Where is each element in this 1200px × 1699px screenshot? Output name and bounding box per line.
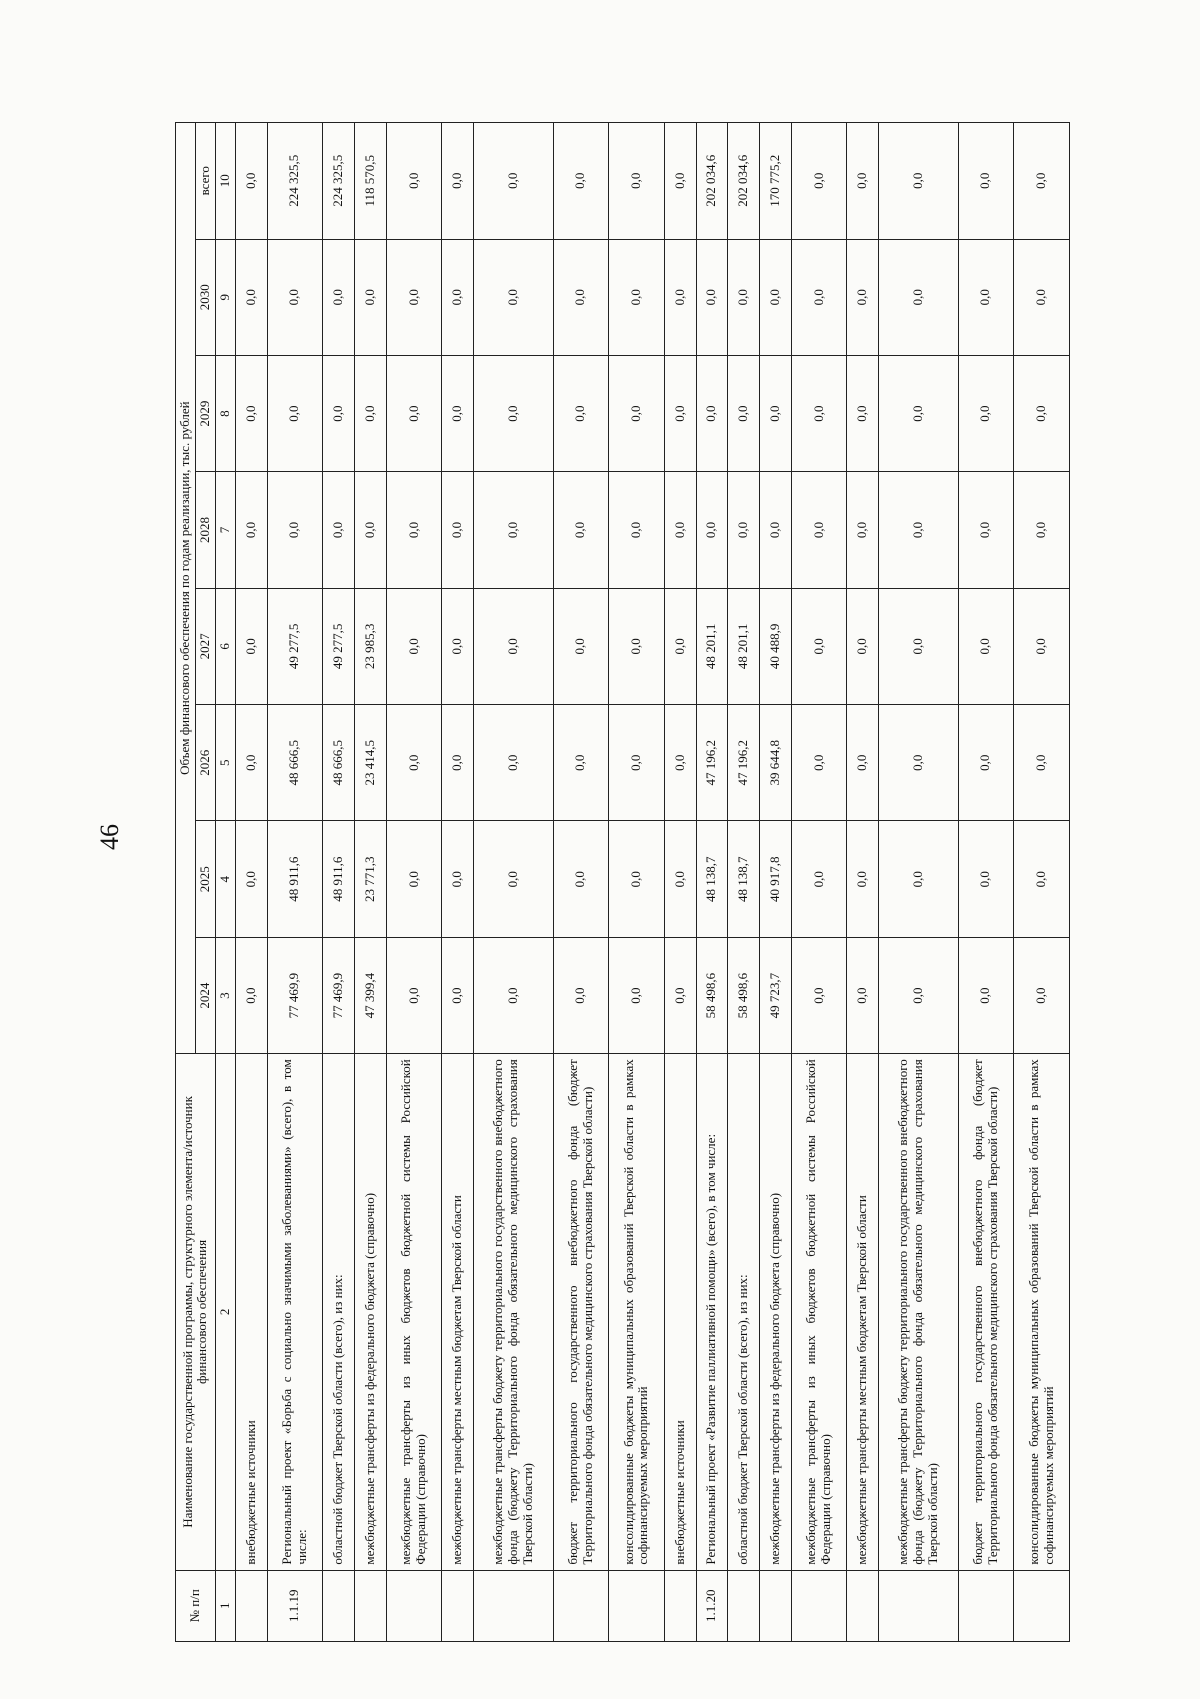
table-row [958,123,1014,1642]
row-value: 0,0 [553,123,609,240]
row-value: 0,0 [609,239,665,355]
row-value: 0,0 [1014,239,1070,355]
row-value: 0,0 [847,472,879,588]
row-number [354,1570,386,1641]
row-value: 0,0 [791,937,847,1053]
row-number [609,1570,665,1641]
row-value: 0,0 [386,937,442,1053]
row-value: 48 138,7 [728,821,760,937]
row-name: областной бюджет Тверской области (всего), из них: [728,1054,760,1570]
rotated-table-container [175,122,1070,1642]
row-value: 0,0 [553,588,609,704]
row-value: 0,0 [879,472,958,588]
row-value: 0,0 [386,472,442,588]
row-name: межбюджетные трансферты местным бюджетам Тверской области [442,1054,474,1570]
header-year: 2024 [195,937,215,1053]
table-row [1014,123,1070,1642]
header-year: 2026 [195,705,215,821]
row-name: бюджет территориального государственного внебюджетного фонда (бюджет Территориального фонда обязательного медицинского страхования Тверской области) [553,1054,609,1570]
row-value: 48 666,5 [323,705,355,821]
header-row-col-numbers [215,123,235,1642]
row-name: Региональный проект «Борьба с социально значимыми заболеваниями» (всего), в том числе: [267,1054,323,1570]
table-row [553,123,609,1642]
row-number [847,1570,879,1641]
table-row [728,123,760,1642]
row-value: 0,0 [791,123,847,240]
row-value: 0,0 [728,239,760,355]
row-value: 0,0 [847,355,879,471]
row-value: 0,0 [791,588,847,704]
header-name: Наименование государственной программы, структурного элемента/источник финансового обеспечения [176,1054,216,1570]
row-value: 0,0 [235,821,267,937]
row-value: 0,0 [267,355,323,471]
row-value: 0,0 [323,355,355,471]
header-row-1 [176,123,196,1642]
row-value: 0,0 [386,239,442,355]
row-value: 0,0 [609,705,665,821]
row-value: 0,0 [958,821,1014,937]
row-value: 23 985,3 [354,588,386,704]
row-value: 0,0 [386,123,442,240]
row-value: 0,0 [1014,588,1070,704]
row-name: внебюджетные источники [235,1054,267,1570]
row-value: 0,0 [553,821,609,937]
row-value: 0,0 [791,472,847,588]
row-value: 48 911,6 [323,821,355,937]
row-value: 0,0 [847,239,879,355]
row-value: 0,0 [696,355,728,471]
row-number [1014,1570,1070,1641]
row-value: 0,0 [791,239,847,355]
row-value: 0,0 [553,937,609,1053]
row-value: 49 277,5 [267,588,323,704]
row-value: 0,0 [553,239,609,355]
row-value: 0,0 [847,821,879,937]
row-name: межбюджетные трансферты из федерального бюджета (справочно) [354,1054,386,1570]
row-value: 49 277,5 [323,588,355,704]
row-value: 0,0 [728,355,760,471]
row-name: Региональный проект «Развитие паллиативной помощи» (всего), в том числе: [696,1054,728,1570]
row-value: 0,0 [235,937,267,1053]
col-number: 10 [215,123,235,240]
row-value: 58 498,6 [696,937,728,1053]
row-value: 0,0 [664,588,696,704]
row-value: 0,0 [791,705,847,821]
row-value: 202 034,6 [728,123,760,240]
row-value: 0,0 [474,472,553,588]
row-value: 0,0 [760,472,792,588]
row-value: 0,0 [1014,821,1070,937]
table-row [791,123,847,1642]
row-value: 0,0 [791,821,847,937]
row-value: 0,0 [609,472,665,588]
row-value: 0,0 [1014,705,1070,821]
col-number: 9 [215,239,235,355]
row-value: 39 644,8 [760,705,792,821]
row-name: консолидированные бюджеты муниципальных образований Тверской области в рамках софинансируемых мероприятий [1014,1054,1070,1570]
row-number [879,1570,958,1641]
row-value: 0,0 [760,239,792,355]
row-value: 49 723,7 [760,937,792,1053]
row-value: 0,0 [958,937,1014,1053]
table-row [847,123,879,1642]
row-number [958,1570,1014,1641]
row-name: межбюджетные трансферты из иных бюджетов бюджетной системы Российской Федерации (справочно) [386,1054,442,1570]
table-row [267,123,323,1642]
row-value: 0,0 [442,937,474,1053]
row-value: 0,0 [696,472,728,588]
row-value: 0,0 [609,588,665,704]
row-value: 0,0 [609,123,665,240]
row-value: 0,0 [879,821,958,937]
row-value: 0,0 [442,821,474,937]
row-number [664,1570,696,1641]
table-row [323,123,355,1642]
row-value: 0,0 [354,472,386,588]
row-value: 48 201,1 [696,588,728,704]
col-number: 3 [215,937,235,1053]
row-value: 0,0 [474,239,553,355]
table-row [442,123,474,1642]
row-value: 40 488,9 [760,588,792,704]
row-value: 0,0 [442,355,474,471]
row-value: 0,0 [847,705,879,821]
row-name: внебюджетные источники [664,1054,696,1570]
col-number: 5 [215,705,235,821]
row-value: 0,0 [267,472,323,588]
row-number [386,1570,442,1641]
table-row [664,123,696,1642]
row-value: 0,0 [323,239,355,355]
row-number [553,1570,609,1641]
table-row [386,123,442,1642]
row-value: 0,0 [354,239,386,355]
row-value: 23 771,3 [354,821,386,937]
page-number: 46 [95,824,124,850]
row-value: 118 570,5 [354,123,386,240]
row-value: 224 325,5 [323,123,355,240]
row-name: межбюджетные трансферты бюджету территориального государственного внебюджетного фонда (бюджету Территориального фонда обязательного медицинского страхования Тверской области) [879,1054,958,1570]
row-value: 47 196,2 [728,705,760,821]
row-value: 0,0 [760,355,792,471]
table-row [879,123,958,1642]
row-value: 40 917,8 [760,821,792,937]
row-value: 0,0 [879,123,958,240]
row-value: 0,0 [442,239,474,355]
row-value: 58 498,6 [728,937,760,1053]
row-name: межбюджетные трансферты бюджету территориального государственного внебюджетного фонда (бюджету Территориального фонда обязательного медицинского страхования Тверской области) [474,1054,553,1570]
col-number: 1 [215,1570,235,1641]
row-value: 0,0 [235,355,267,471]
row-value: 23 414,5 [354,705,386,821]
row-value: 0,0 [879,355,958,471]
row-value: 0,0 [1014,123,1070,240]
table-body [235,123,1069,1642]
row-name: бюджет территориального государственного внебюджетного фонда (бюджет Территориального фонда обязательного медицинского страхования Тверской области) [958,1054,1014,1570]
row-number [442,1570,474,1641]
row-value: 170 775,2 [760,123,792,240]
row-value: 0,0 [664,821,696,937]
row-number [791,1570,847,1641]
row-value: 0,0 [235,239,267,355]
row-name: межбюджетные трансферты из федерального бюджета (справочно) [760,1054,792,1570]
row-value: 0,0 [386,821,442,937]
row-value: 0,0 [879,705,958,821]
table-row [474,123,553,1642]
row-value: 0,0 [474,821,553,937]
row-value: 0,0 [553,355,609,471]
row-value: 0,0 [474,355,553,471]
table-row [696,123,728,1642]
row-value: 0,0 [442,588,474,704]
row-name: межбюджетные трансферты из иных бюджетов бюджетной системы Российской Федерации (справочно) [791,1054,847,1570]
row-value: 0,0 [728,472,760,588]
row-value: 0,0 [958,705,1014,821]
table-row [760,123,792,1642]
row-value: 0,0 [235,472,267,588]
col-number: 6 [215,588,235,704]
row-value: 224 325,5 [267,123,323,240]
row-value: 47 196,2 [696,705,728,821]
row-value: 48 201,1 [728,588,760,704]
row-number: 1.1.19 [267,1570,323,1641]
row-value: 0,0 [1014,937,1070,1053]
row-value: 0,0 [958,355,1014,471]
row-value: 0,0 [879,937,958,1053]
row-value: 0,0 [664,705,696,821]
col-number: 4 [215,821,235,937]
row-value: 0,0 [879,239,958,355]
row-value: 0,0 [354,355,386,471]
header-year: 2029 [195,355,215,471]
row-number [474,1570,553,1641]
row-value: 47 399,4 [354,937,386,1053]
row-name: консолидированные бюджеты муниципальных образований Тверской области в рамках софинансируемых мероприятий [609,1054,665,1570]
row-value: 0,0 [696,239,728,355]
row-value: 0,0 [958,239,1014,355]
row-value: 0,0 [553,472,609,588]
row-value: 0,0 [1014,355,1070,471]
header-year: 2030 [195,239,215,355]
row-name: областной бюджет Тверской области (всего), из них: [323,1054,355,1570]
row-value: 202 034,6 [696,123,728,240]
row-number [323,1570,355,1641]
row-value: 48 138,7 [696,821,728,937]
row-value: 0,0 [847,937,879,1053]
row-value: 77 469,9 [267,937,323,1053]
row-value: 0,0 [609,821,665,937]
row-value: 0,0 [958,123,1014,240]
header-year: 2028 [195,472,215,588]
row-value: 0,0 [958,588,1014,704]
row-value: 0,0 [235,123,267,240]
row-value: 0,0 [958,472,1014,588]
row-value: 0,0 [664,123,696,240]
row-value: 0,0 [553,705,609,821]
header-year: 2027 [195,588,215,704]
row-value: 0,0 [847,588,879,704]
row-value: 0,0 [442,123,474,240]
row-value: 77 469,9 [323,937,355,1053]
col-number: 2 [215,1054,235,1570]
table-row [354,123,386,1642]
financing-table [175,122,1070,1642]
header-num: № п/п [176,1570,216,1641]
row-number [728,1570,760,1641]
row-value: 0,0 [847,123,879,240]
row-value: 0,0 [1014,472,1070,588]
col-number: 8 [215,355,235,471]
row-value: 0,0 [664,472,696,588]
row-value: 48 666,5 [267,705,323,821]
row-name: межбюджетные трансферты местным бюджетам Тверской области [847,1054,879,1570]
row-value: 0,0 [664,239,696,355]
header-year: 2025 [195,821,215,937]
row-value: 0,0 [235,705,267,821]
row-value: 0,0 [474,705,553,821]
row-value: 0,0 [267,239,323,355]
row-value: 0,0 [386,355,442,471]
row-value: 0,0 [235,588,267,704]
row-value: 0,0 [442,472,474,588]
row-value: 0,0 [323,472,355,588]
row-number [760,1570,792,1641]
table-header [176,123,236,1642]
row-value: 0,0 [664,355,696,471]
row-value: 0,0 [474,937,553,1053]
row-number [235,1570,267,1641]
row-value: 0,0 [879,588,958,704]
table-row [609,123,665,1642]
row-value: 0,0 [386,705,442,821]
row-value: 0,0 [442,705,474,821]
row-value: 0,0 [474,588,553,704]
row-value: 0,0 [609,355,665,471]
header-year: всего [195,123,215,240]
header-group: Объем финансового обеспечения по годам реализации, тыс. рублей [176,123,196,1054]
row-value: 0,0 [664,937,696,1053]
row-value: 0,0 [609,937,665,1053]
row-value: 0,0 [791,355,847,471]
table-row [235,123,267,1642]
row-number: 1.1.20 [696,1570,728,1641]
row-value: 0,0 [386,588,442,704]
row-value: 0,0 [474,123,553,240]
col-number: 7 [215,472,235,588]
row-value: 48 911,6 [267,821,323,937]
